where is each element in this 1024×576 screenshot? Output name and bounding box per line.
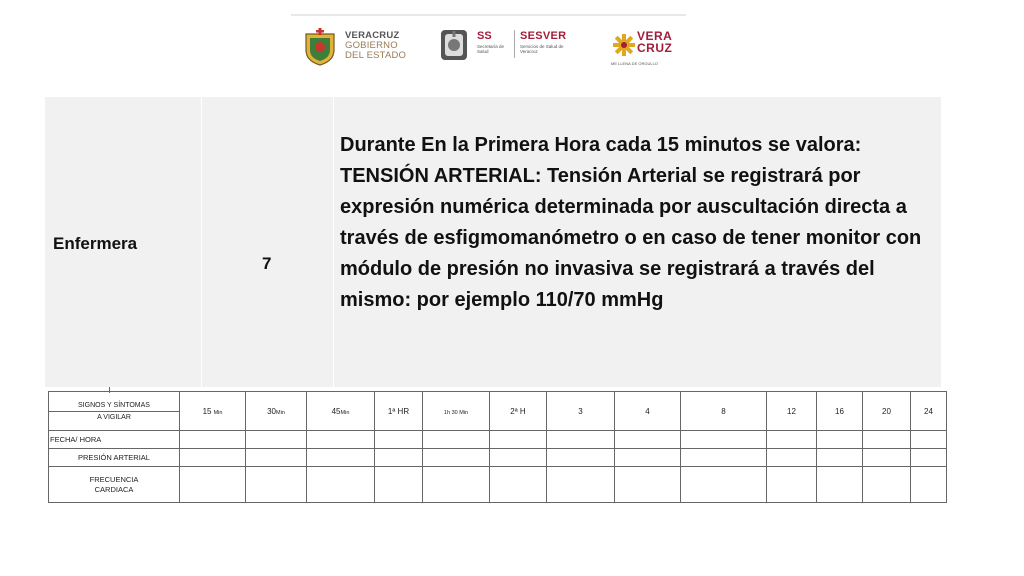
table-header-row — [49, 392, 947, 431]
vital-signs-table — [48, 391, 947, 503]
brand-flower-icon — [613, 34, 635, 56]
ss-label: SS — [477, 30, 492, 42]
interval-header: 15 Min — [180, 392, 246, 431]
interval-header: 20 — [863, 392, 911, 431]
interval-header: 45Min — [307, 392, 375, 431]
interval-header: 2ª H — [490, 392, 547, 431]
interval-header: 8 — [681, 392, 767, 431]
ss-sesver-logo — [439, 28, 589, 68]
column-divider — [201, 97, 202, 387]
ss-subtitle: Secretaría de Salud — [477, 44, 505, 54]
brand-logo-text — [637, 30, 672, 54]
procedure-step-panel — [45, 97, 941, 387]
step-number: 7 — [262, 254, 272, 273]
sesver-subtitle: Servicios de Salud de Veracruz — [520, 44, 564, 54]
brand-logo-line1: VERA — [637, 29, 673, 43]
veracruz-government-logo — [303, 28, 423, 68]
table-row — [49, 449, 947, 467]
interval-header: 24 — [911, 392, 947, 431]
row-label-heart-rate: FRECUENCIA CARDIACA — [49, 467, 180, 503]
row-label-date-time: FECHA/ HORA — [49, 431, 180, 449]
interval-header: 4 — [615, 392, 681, 431]
table-row — [49, 467, 947, 503]
national-crest-icon — [439, 28, 469, 64]
signs-header-cell — [49, 392, 180, 431]
table-row — [49, 431, 947, 449]
responsible-role: Enfermera — [53, 234, 138, 253]
veracruz-logo-line3: DEL ESTADO — [345, 50, 407, 61]
veracruz-shield-icon — [303, 28, 337, 66]
step-description: Durante En la Primera Hora cada 15 minutos se valora: TENSIÓN ARTERIAL: Tensión Arterial se registrará por expresión numérica determinada por auscultación directa a través de esfigmomanómetro o en caso de tener monitor con módulo de presión no invasiva se registrará a través del mismo: por ejemplo 110/70 mmHg — [340, 134, 922, 311]
brand-logo-line2: CRUZ — [637, 41, 673, 55]
brand-logo-tagline: ME LLENA DE ORGULLO — [611, 61, 658, 66]
logo-divider — [514, 30, 515, 58]
interval-header: 3 — [547, 392, 615, 431]
logo-bar — [291, 14, 686, 74]
veracruz-brand-logo — [609, 28, 684, 68]
signs-header-line1: SIGNOS Y SÍNTOMAS — [49, 399, 179, 412]
column-divider — [333, 97, 334, 387]
interval-header: 1ª HR — [375, 392, 423, 431]
sesver-label: SESVER — [520, 30, 567, 42]
interval-header: 1h 30 Min — [423, 392, 490, 431]
signs-header-line2: A VIGILAR — [97, 414, 131, 421]
interval-header: 12 — [767, 392, 817, 431]
veracruz-logo-line1: VERACRUZ — [345, 30, 400, 41]
veracruz-logo-line2: GOBIERNO — [345, 40, 398, 51]
interval-header: 16 — [817, 392, 863, 431]
row-label-blood-pressure: PRESIÓN ARTERIAL — [49, 449, 180, 467]
interval-header: 30Min — [246, 392, 307, 431]
